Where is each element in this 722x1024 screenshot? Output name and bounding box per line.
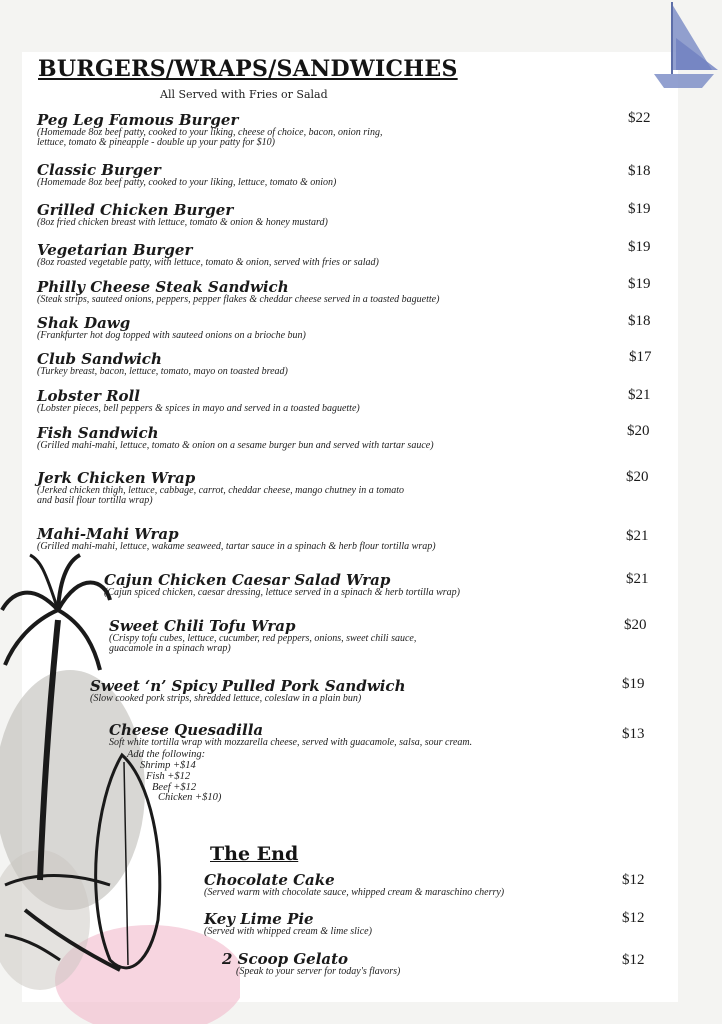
item-name: Club Sandwich	[37, 350, 162, 368]
item-name: Peg Leg Famous Burger	[37, 111, 239, 129]
item-name: Classic Burger	[37, 161, 161, 179]
addon-shrimp: Shrimp +$14	[140, 760, 196, 771]
item-description: (Jerked chicken thigh, lettuce, cabbage, carrot, cheddar cheese, mango chutney in a tomato and basil flour tortilla wrap)	[37, 485, 405, 506]
item-price: $20	[627, 423, 650, 439]
menu-item	[37, 425, 597, 451]
item-description: (Lobster pieces, bell peppers & spices in mayo and served in a toasted baguette)	[37, 403, 360, 414]
item-price: $17	[629, 349, 652, 365]
item-description: (Slow cooked pork strips, shredded lettuce, coleslaw in a plain bun)	[90, 693, 362, 704]
item-price: $19	[628, 276, 651, 292]
item-name: Grilled Chicken Burger	[37, 201, 234, 219]
item-name: Fish Sandwich	[37, 424, 159, 442]
item-name: Chocolate Cake	[204, 871, 335, 889]
addon-beef: Beef +$12	[152, 782, 197, 793]
item-price: $19	[628, 201, 651, 217]
menu-item	[90, 678, 650, 704]
item-price: $19	[622, 676, 645, 692]
item-description: (Turkey breast, bacon, lettuce, tomato, mayo on toasted bread)	[37, 366, 288, 377]
menu-item	[37, 202, 597, 228]
addons-label: Add the following:	[127, 749, 206, 760]
addon-chicken: Chicken +$10)	[158, 792, 222, 803]
menu-item	[37, 112, 597, 148]
item-description: (Cajun spiced chicken, caesar dressing, lettuce served in a spinach & herb tortilla wrap)	[104, 587, 460, 598]
item-description: (Crispy tofu cubes, lettuce, cucumber, red peppers, onions, sweet chili sauce, guacamole in a spinach wrap)	[109, 633, 417, 654]
menu-item	[109, 618, 669, 654]
item-name: Cajun Chicken Caesar Salad Wrap	[104, 571, 391, 589]
item-price: $21	[626, 528, 649, 544]
item-name: Philly Cheese Steak Sandwich	[37, 278, 289, 296]
item-name: Key Lime Pie	[204, 910, 314, 928]
item-price: $18	[628, 163, 651, 179]
item-price: $21	[626, 571, 649, 587]
item-price: $21	[628, 387, 651, 403]
dessert-item	[204, 911, 624, 937]
item-description: (Speak to your server for today's flavors)	[236, 966, 401, 977]
item-name: Sweet ‘n’ Spicy Pulled Pork Sandwich	[90, 677, 406, 695]
item-description: (Served warm with chocolate sauce, whipped cream & maraschino cherry)	[204, 887, 505, 898]
menu-item	[37, 162, 597, 188]
item-price: $19	[628, 239, 651, 255]
palm-surfboard-illustration	[0, 540, 240, 1024]
dessert-title: The End	[210, 843, 299, 865]
item-price: $12	[622, 910, 645, 926]
dessert-item	[222, 951, 642, 977]
item-price: $13	[622, 726, 645, 742]
item-name: Mahi-Mahi Wrap	[37, 525, 179, 543]
item-name: Vegetarian Burger	[37, 241, 193, 259]
menu-item	[37, 279, 597, 305]
sailboat-icon	[640, 0, 722, 95]
item-price: $18	[628, 313, 651, 329]
item-description: (8oz roasted vegetable patty, with lettuce, tomato & onion, served with fries or salad)	[37, 257, 379, 268]
menu-item	[37, 388, 597, 414]
item-price: $20	[624, 617, 647, 633]
item-price: $22	[628, 110, 651, 126]
item-description: (Frankfurter hot dog topped with sauteed onions on a brioche bun)	[37, 330, 306, 341]
item-description: (Homemade 8oz beef patty, cooked to your liking, lettuce, tomato & onion)	[37, 177, 337, 188]
menu-item	[109, 722, 669, 748]
item-name: 2 Scoop Gelato	[222, 950, 349, 968]
item-description: (Grilled mahi-mahi, lettuce, wakame seaweed, tartar sauce in a spinach & herb flour tortilla wrap)	[37, 541, 436, 552]
item-description: (8oz fried chicken breast with lettuce, tomato & onion & honey mustard)	[37, 217, 328, 228]
item-name: Jerk Chicken Wrap	[37, 469, 196, 487]
menu-item	[37, 242, 597, 268]
addon-fish: Fish +$12	[146, 771, 191, 782]
item-name: Lobster Roll	[37, 387, 140, 405]
menu-item	[37, 470, 597, 506]
item-name: Shak Dawg	[37, 314, 131, 332]
item-name: Cheese Quesadilla	[109, 721, 264, 739]
item-description: (Homemade 8oz beef patty, cooked to your liking, cheese of choice, bacon, onion ring, lettuce, tomato & pineapple - double up your patty for $10)	[37, 127, 383, 148]
item-description: (Steak strips, sauteed onions, peppers, pepper flakes & cheddar cheese served in a toasted baguette)	[37, 294, 440, 305]
item-price: $12	[622, 952, 645, 968]
section-title: BURGERS/WRAPS/SANDWICHES	[38, 56, 458, 82]
menu-item	[37, 351, 597, 377]
item-description: Soft white tortilla wrap with mozzarella cheese, served with guacamole, salsa, sour cream.	[109, 737, 473, 748]
item-name: Sweet Chili Tofu Wrap	[109, 617, 296, 635]
item-description: (Grilled mahi-mahi, lettuce, tomato & onion on a sesame burger bun and served with tartar sauce)	[37, 440, 434, 451]
section-subtitle: All Served with Fries or Salad	[160, 88, 328, 101]
item-description: (Served with whipped cream & lime slice)	[204, 926, 372, 937]
menu-item	[37, 526, 597, 552]
item-price: $20	[626, 469, 649, 485]
menu-item	[104, 572, 664, 598]
menu-item	[37, 315, 597, 341]
dessert-item	[204, 872, 624, 898]
item-price: $12	[622, 872, 645, 888]
